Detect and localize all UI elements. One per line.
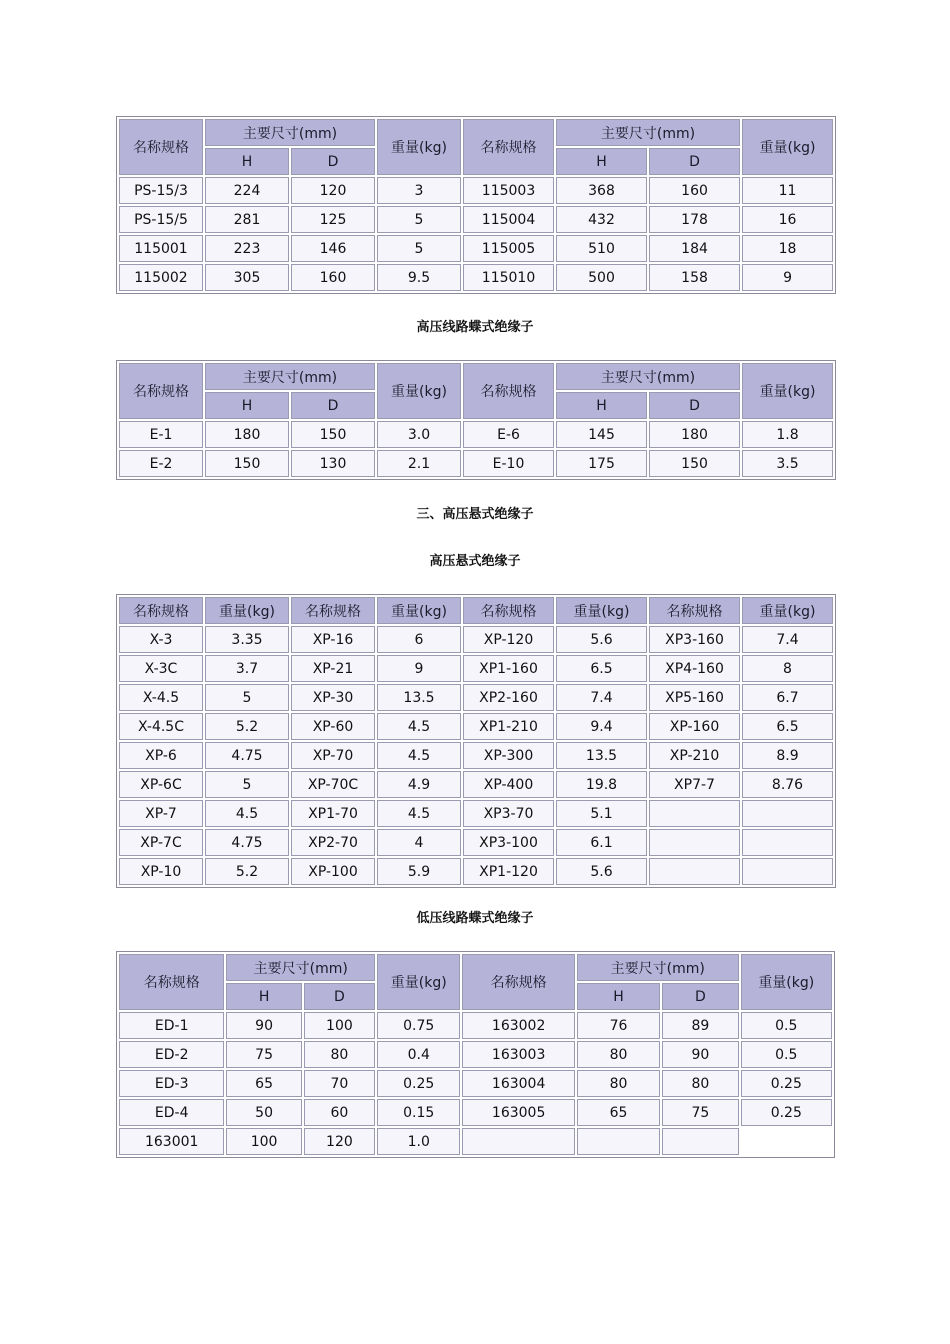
table-cell: X-4.5 bbox=[119, 684, 203, 711]
table-row bbox=[119, 1041, 832, 1068]
col-header-name: 名称规格 bbox=[649, 597, 740, 624]
col-header-name: 名称规格 bbox=[119, 363, 203, 419]
table-cell: 4.75 bbox=[205, 742, 289, 769]
col-header-dims: 主要尺寸(mm) bbox=[226, 954, 375, 981]
col-header-h: H bbox=[556, 392, 647, 419]
section-title: 高压线路蝶式绝缘子 bbox=[416, 320, 534, 335]
table-cell: 75 bbox=[226, 1041, 301, 1068]
table-cell: 163004 bbox=[462, 1070, 574, 1097]
col-header-h: H bbox=[205, 148, 289, 175]
section-heading: 三、高压悬式绝缘子 bbox=[416, 507, 534, 522]
table-cell: 5.2 bbox=[205, 858, 289, 885]
table-cell: XP-7 bbox=[119, 800, 203, 827]
table-cell: 13.5 bbox=[556, 742, 647, 769]
table-cell: 80 bbox=[577, 1070, 660, 1097]
table-cell: XP-21 bbox=[291, 655, 375, 682]
table-cell: 223 bbox=[205, 235, 289, 262]
table-row bbox=[119, 684, 833, 711]
table-cell: ED-2 bbox=[119, 1041, 224, 1068]
table-cell: XP5-160 bbox=[649, 684, 740, 711]
table-cell: XP-210 bbox=[649, 742, 740, 769]
col-header-weight: 重量(kg) bbox=[377, 954, 460, 1010]
col-header-h: H bbox=[556, 148, 647, 175]
table-cell: XP-30 bbox=[291, 684, 375, 711]
table-cell: 115002 bbox=[119, 264, 203, 291]
table-row bbox=[119, 235, 833, 262]
table-cell: 180 bbox=[205, 421, 289, 448]
col-header-d: D bbox=[304, 983, 375, 1010]
table-cell: 6.7 bbox=[742, 684, 833, 711]
table-cell: XP3-70 bbox=[463, 800, 554, 827]
col-header-weight: 重量(kg) bbox=[377, 119, 461, 175]
col-header-weight: 重量(kg) bbox=[742, 597, 833, 624]
table-cell: 125 bbox=[291, 206, 375, 233]
table-cell: XP-60 bbox=[291, 713, 375, 740]
table-cell: 3.35 bbox=[205, 626, 289, 653]
table-cell: XP-6 bbox=[119, 742, 203, 769]
table-cell: 5.2 bbox=[205, 713, 289, 740]
table-cell: XP1-160 bbox=[463, 655, 554, 682]
table-cell: 120 bbox=[291, 177, 375, 204]
table-cell: X-3 bbox=[119, 626, 203, 653]
table-cell: 90 bbox=[226, 1012, 301, 1039]
table-cell: 2.1 bbox=[377, 450, 461, 477]
low-butterfly-table bbox=[116, 951, 835, 1158]
table-cell: XP-10 bbox=[119, 858, 203, 885]
table-cell: 18 bbox=[742, 235, 833, 262]
table-body bbox=[119, 421, 833, 477]
table-cell: XP-300 bbox=[463, 742, 554, 769]
table-cell: 100 bbox=[304, 1012, 375, 1039]
table-cell: 60 bbox=[304, 1099, 375, 1126]
table-row bbox=[119, 626, 833, 653]
table-cell: 224 bbox=[205, 177, 289, 204]
header-row bbox=[119, 597, 833, 624]
table-cell: 8 bbox=[742, 655, 833, 682]
table-cell: 11 bbox=[742, 177, 833, 204]
table-cell: 3.5 bbox=[742, 450, 833, 477]
col-header-d: D bbox=[291, 148, 375, 175]
table-cell: 150 bbox=[291, 421, 375, 448]
table-cell: 5 bbox=[377, 235, 461, 262]
table-cell: 163002 bbox=[462, 1012, 574, 1039]
col-header-d: D bbox=[649, 148, 740, 175]
col-header-dims: 主要尺寸(mm) bbox=[556, 363, 740, 390]
table-cell: PS-15/3 bbox=[119, 177, 203, 204]
table-cell: 115004 bbox=[463, 206, 554, 233]
table-cell: 305 bbox=[205, 264, 289, 291]
col-header-dims: 主要尺寸(mm) bbox=[577, 954, 739, 981]
table-row bbox=[119, 264, 833, 291]
table-row bbox=[119, 421, 833, 448]
table-cell: PS-15/5 bbox=[119, 206, 203, 233]
table-cell: 7.4 bbox=[556, 684, 647, 711]
table-cell bbox=[742, 858, 833, 885]
table-cell: 0.25 bbox=[377, 1070, 460, 1097]
col-header-h: H bbox=[226, 983, 301, 1010]
table-cell: 0.25 bbox=[741, 1099, 832, 1126]
col-header-weight: 重量(kg) bbox=[742, 119, 833, 175]
table-cell: 178 bbox=[649, 206, 740, 233]
col-header-name: 名称规格 bbox=[462, 954, 574, 1010]
table-cell: XP-400 bbox=[463, 771, 554, 798]
table-cell: XP3-160 bbox=[649, 626, 740, 653]
table-cell: 115003 bbox=[463, 177, 554, 204]
table-cell: 115001 bbox=[119, 235, 203, 262]
table-cell: XP-160 bbox=[649, 713, 740, 740]
col-header-weight: 重量(kg) bbox=[377, 597, 461, 624]
table-cell: 4.5 bbox=[205, 800, 289, 827]
table-cell: 0.75 bbox=[377, 1012, 460, 1039]
table-cell: XP7-7 bbox=[649, 771, 740, 798]
table-cell: 150 bbox=[649, 450, 740, 477]
table-row bbox=[119, 800, 833, 827]
table-cell bbox=[649, 858, 740, 885]
table-cell: XP-100 bbox=[291, 858, 375, 885]
table-cell: 90 bbox=[662, 1041, 738, 1068]
table-cell: 6.5 bbox=[742, 713, 833, 740]
col-header-dims: 主要尺寸(mm) bbox=[556, 119, 740, 146]
table-cell: XP2-160 bbox=[463, 684, 554, 711]
table-cell: 4.5 bbox=[377, 742, 461, 769]
table-cell: 158 bbox=[649, 264, 740, 291]
table-body bbox=[119, 1012, 832, 1155]
table-cell: 0.5 bbox=[741, 1012, 832, 1039]
table-cell: 80 bbox=[577, 1041, 660, 1068]
col-header-dims: 主要尺寸(mm) bbox=[205, 119, 375, 146]
table-row bbox=[119, 655, 833, 682]
table-cell: 9 bbox=[742, 264, 833, 291]
col-header-name: 名称规格 bbox=[463, 119, 554, 175]
col-header-weight: 重量(kg) bbox=[742, 363, 833, 419]
table-row bbox=[119, 177, 833, 204]
section-title: 低压线路蝶式绝缘子 bbox=[416, 911, 534, 926]
table-cell: 145 bbox=[556, 421, 647, 448]
table-cell: 89 bbox=[662, 1012, 738, 1039]
table-cell: 163005 bbox=[462, 1099, 574, 1126]
table-cell: 175 bbox=[556, 450, 647, 477]
table-row bbox=[119, 1070, 832, 1097]
table-cell: 4.75 bbox=[205, 829, 289, 856]
table-cell bbox=[649, 829, 740, 856]
col-header-d: D bbox=[662, 983, 738, 1010]
table-row bbox=[119, 450, 833, 477]
table-cell: 368 bbox=[556, 177, 647, 204]
table-cell: 0.25 bbox=[741, 1070, 832, 1097]
table-cell: 0.5 bbox=[741, 1041, 832, 1068]
table-cell bbox=[662, 1128, 738, 1155]
table-cell: E-10 bbox=[463, 450, 554, 477]
table-cell: XP1-120 bbox=[463, 858, 554, 885]
table-cell: 8.76 bbox=[742, 771, 833, 798]
table-cell: ED-3 bbox=[119, 1070, 224, 1097]
col-header-weight: 重量(kg) bbox=[377, 363, 461, 419]
table-cell: 184 bbox=[649, 235, 740, 262]
table-cell: 8.9 bbox=[742, 742, 833, 769]
table-cell: 13.5 bbox=[377, 684, 461, 711]
header-row bbox=[119, 363, 833, 390]
table-cell: 0.4 bbox=[377, 1041, 460, 1068]
table-cell bbox=[742, 800, 833, 827]
table-cell: 4 bbox=[377, 829, 461, 856]
col-header-name: 名称规格 bbox=[119, 119, 203, 175]
header-row bbox=[119, 119, 833, 146]
table-cell: 0.15 bbox=[377, 1099, 460, 1126]
table-cell: 4.9 bbox=[377, 771, 461, 798]
table-cell: E-2 bbox=[119, 450, 203, 477]
col-header-d: D bbox=[649, 392, 740, 419]
col-header-name: 名称规格 bbox=[463, 363, 554, 419]
header-row bbox=[119, 954, 832, 981]
table-cell: XP-6C bbox=[119, 771, 203, 798]
table-cell: 65 bbox=[226, 1070, 301, 1097]
table-cell: 160 bbox=[649, 177, 740, 204]
table-cell: 510 bbox=[556, 235, 647, 262]
col-header-weight: 重量(kg) bbox=[556, 597, 647, 624]
table-cell: XP-70C bbox=[291, 771, 375, 798]
table-cell: 5.1 bbox=[556, 800, 647, 827]
col-header-dims: 主要尺寸(mm) bbox=[205, 363, 375, 390]
table-cell: XP2-70 bbox=[291, 829, 375, 856]
pin-insulator-table bbox=[116, 116, 836, 294]
table-cell: ED-1 bbox=[119, 1012, 224, 1039]
table-cell: 76 bbox=[577, 1012, 660, 1039]
table-cell: 160 bbox=[291, 264, 375, 291]
table-cell: XP-16 bbox=[291, 626, 375, 653]
col-header-name: 名称规格 bbox=[119, 954, 224, 1010]
table-cell: 19.8 bbox=[556, 771, 647, 798]
table-cell: 115005 bbox=[463, 235, 554, 262]
table-row bbox=[119, 713, 833, 740]
section-title: 高压悬式绝缘子 bbox=[429, 554, 521, 569]
table-cell: 115010 bbox=[463, 264, 554, 291]
table-cell: XP-70 bbox=[291, 742, 375, 769]
table-body bbox=[119, 626, 833, 885]
table-cell bbox=[462, 1128, 574, 1155]
table-cell: 9 bbox=[377, 655, 461, 682]
table-cell: 75 bbox=[662, 1099, 738, 1126]
col-header-name: 名称规格 bbox=[291, 597, 375, 624]
table-cell: 5 bbox=[205, 684, 289, 711]
table-cell: 4.5 bbox=[377, 800, 461, 827]
col-header-d: D bbox=[291, 392, 375, 419]
table-row bbox=[119, 771, 833, 798]
table-cell: XP-7C bbox=[119, 829, 203, 856]
table-cell: 9.5 bbox=[377, 264, 461, 291]
col-header-weight: 重量(kg) bbox=[741, 954, 832, 1010]
col-header-name: 名称规格 bbox=[463, 597, 554, 624]
table-cell: 16 bbox=[742, 206, 833, 233]
table-cell: 163003 bbox=[462, 1041, 574, 1068]
high-butterfly-table bbox=[116, 360, 836, 480]
table-cell: 3 bbox=[377, 177, 461, 204]
table-cell: 6.1 bbox=[556, 829, 647, 856]
table-cell: 7.4 bbox=[742, 626, 833, 653]
table-cell: 120 bbox=[304, 1128, 375, 1155]
table-cell: 5 bbox=[377, 206, 461, 233]
table-cell: 100 bbox=[226, 1128, 301, 1155]
table-cell: 80 bbox=[304, 1041, 375, 1068]
table-cell: 4.5 bbox=[377, 713, 461, 740]
table-cell: 5.6 bbox=[556, 858, 647, 885]
table-row bbox=[119, 829, 833, 856]
table-cell: E-1 bbox=[119, 421, 203, 448]
table-cell bbox=[649, 800, 740, 827]
table-cell: 5.6 bbox=[556, 626, 647, 653]
table-cell: 180 bbox=[649, 421, 740, 448]
table-cell: 150 bbox=[205, 450, 289, 477]
table-cell: 432 bbox=[556, 206, 647, 233]
table-row bbox=[119, 858, 833, 885]
table-cell: E-6 bbox=[463, 421, 554, 448]
table-cell: 3.0 bbox=[377, 421, 461, 448]
table-row bbox=[119, 1128, 832, 1155]
table-cell: X-4.5C bbox=[119, 713, 203, 740]
table-cell: 65 bbox=[577, 1099, 660, 1126]
table-cell bbox=[577, 1128, 660, 1155]
col-header-h: H bbox=[577, 983, 660, 1010]
table-cell: 6.5 bbox=[556, 655, 647, 682]
table-cell: 1.0 bbox=[377, 1128, 460, 1155]
col-header-name: 名称规格 bbox=[119, 597, 203, 624]
table-cell: 1.8 bbox=[742, 421, 833, 448]
table-cell: 5.9 bbox=[377, 858, 461, 885]
table-row bbox=[119, 1099, 832, 1126]
table-cell: 500 bbox=[556, 264, 647, 291]
suspension-insulator-table bbox=[116, 594, 836, 888]
table-cell: 9.4 bbox=[556, 713, 647, 740]
table-cell: 80 bbox=[662, 1070, 738, 1097]
table-row bbox=[119, 742, 833, 769]
table-body bbox=[119, 177, 833, 291]
table-cell: 281 bbox=[205, 206, 289, 233]
table-cell: X-3C bbox=[119, 655, 203, 682]
table-cell: XP-120 bbox=[463, 626, 554, 653]
table-cell: 70 bbox=[304, 1070, 375, 1097]
table-cell: 3.7 bbox=[205, 655, 289, 682]
table-cell bbox=[741, 1128, 832, 1155]
table-cell: 5 bbox=[205, 771, 289, 798]
table-cell bbox=[742, 829, 833, 856]
table-row bbox=[119, 1012, 832, 1039]
table-row bbox=[119, 206, 833, 233]
table-cell: XP1-210 bbox=[463, 713, 554, 740]
table-cell: XP1-70 bbox=[291, 800, 375, 827]
table-cell: 50 bbox=[226, 1099, 301, 1126]
table-cell: XP3-100 bbox=[463, 829, 554, 856]
table-cell: XP4-160 bbox=[649, 655, 740, 682]
table-cell: 130 bbox=[291, 450, 375, 477]
col-header-weight: 重量(kg) bbox=[205, 597, 289, 624]
table-cell: 6 bbox=[377, 626, 461, 653]
table-cell: 146 bbox=[291, 235, 375, 262]
table-cell: ED-4 bbox=[119, 1099, 224, 1126]
col-header-h: H bbox=[205, 392, 289, 419]
table-cell: 163001 bbox=[119, 1128, 224, 1155]
